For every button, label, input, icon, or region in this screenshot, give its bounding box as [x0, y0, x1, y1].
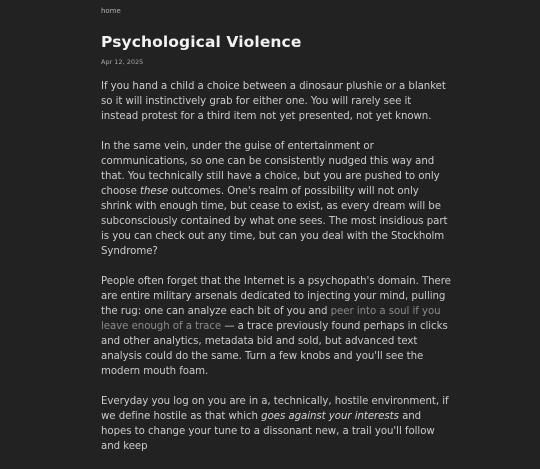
paragraph-4-emphasis: goes against your interests: [261, 411, 399, 422]
inline-link-peer-into-soul[interactable]: peer into a soul if you leave enough of a trace: [101, 306, 441, 332]
content-column: [101, 0, 451, 469]
page-title: Psychological Violence: [101, 33, 302, 51]
paragraph-4-text-a: Everyday you log on you are in a, technically, hostile environment, if we define hostile as that which: [101, 396, 449, 422]
paragraph-1: If you hand a child a choice between a dinosaur plushie or a blanket so it will instinctively grab for either one. You will rarely see it instead protest for a third item not yet presented, not yet known.: [101, 81, 446, 122]
breadcrumb-home-link[interactable]: home: [101, 7, 121, 15]
article-body: [101, 79, 451, 454]
paragraph-4: [101, 394, 451, 454]
paragraph-2: [101, 139, 451, 259]
paragraph-2-text-b: outcomes. One's realm of possibility will not only shrink with enough time, but cease to exist, as every dream will be subconsciously contained by what one sees. The most insidious part is you can check out any time, but can you deal with the Stockholm Syndrome?: [101, 186, 448, 257]
paragraph-3-text-b: — a trace previously found perhaps in clicks and other analytics, metadata bid and sold, but advanced text analysis could do the same. Turn a few knobs and you'll see the modern mouth foam.: [101, 321, 448, 377]
paragraph-4-text-b: and hopes to change your tune to a dissonant new, a trail you'll follow and keep: [101, 411, 435, 452]
paragraph-3-text-a: People often forget that the Internet is a psychopath's domain. There are entire military arsenals dedicated to injecting your mind, pulling the rug: one can analyze each bit of you and: [101, 276, 451, 317]
paragraph-3: [101, 274, 451, 379]
paragraph-2-text-a: In the same vein, under the guise of entertainment or communications, so one can be consistently nudged this way and that. You technically still have a choice, but you are pushed to only choose: [101, 141, 440, 197]
post-date: Apr 12, 2025: [101, 58, 144, 66]
paragraph-2-emphasis: these: [140, 186, 169, 197]
